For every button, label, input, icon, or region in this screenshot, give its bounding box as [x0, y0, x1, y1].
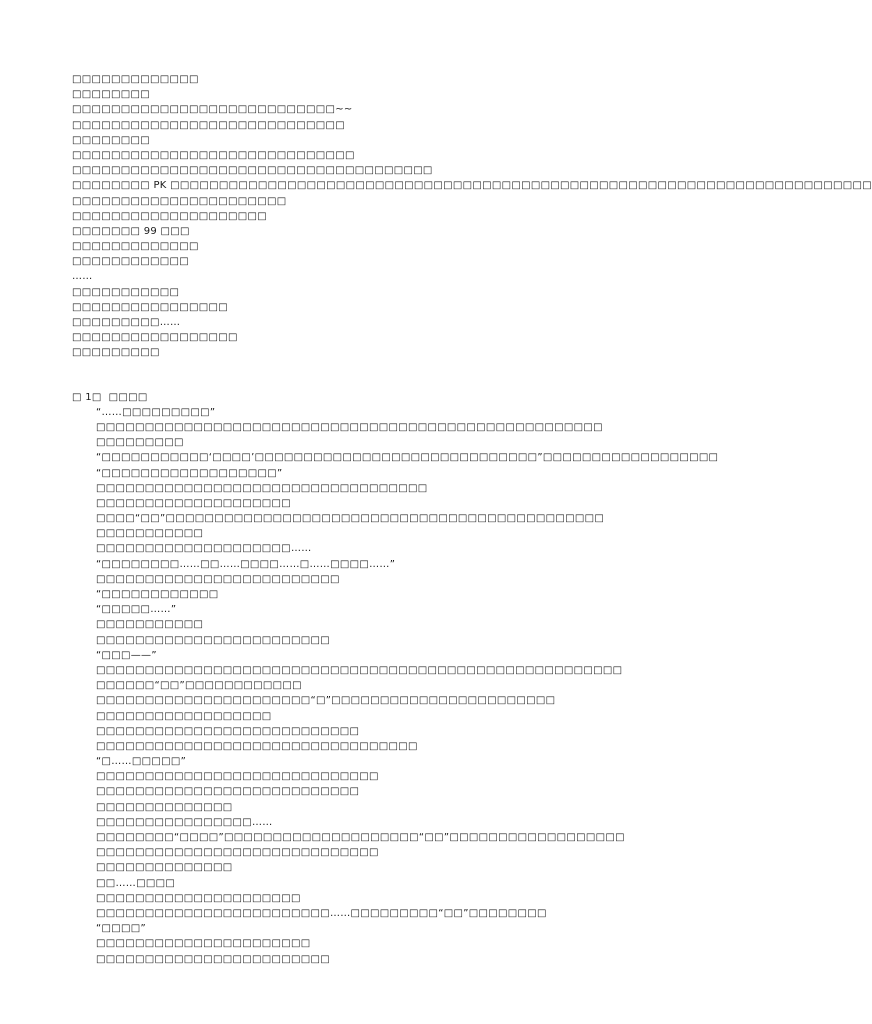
- text-line: □□□□□□□□□□□□□□□□□□□□□□“□”□□□□□□□□□□□□□□□□□□□□□□□: [96, 695, 556, 707]
- document-page: [72, 72, 872, 967]
- text-line: “……□□□□□□□□□”: [96, 406, 216, 418]
- text-line: □□□□□□□□□: [72, 347, 160, 359]
- text-line: “□□□□□□□□……□□……□□□□……□……□□□□……”: [96, 558, 396, 570]
- text-line: □□……□□□□: [96, 877, 176, 889]
- section-gap: [72, 361, 712, 390]
- text-line: □□□□□□□□□□□□□□□□□□□□: [96, 497, 291, 509]
- text-line: □□□□□□□□□□□□□: [72, 74, 199, 85]
- text-line: □□□□□□□□□□□□□□□□□□□□□□□□□□□□□□□□□: [96, 740, 418, 752]
- text-line: □□□□□□□□□□□□□□□□: [72, 301, 228, 313]
- text-line: □□□□□□□□□□□□□□□□□□□□□□□□□□□: [96, 725, 360, 737]
- text-line: □□□□□□□□□□□□□□□□□□□□□□: [96, 938, 311, 950]
- text-line: □□□□□□□□□: [96, 437, 184, 449]
- text-line: □□□□□□□□ PK □□□□□□□□□□□□□□□□□□□□□□□□□□□□□□□□□□□□□□□□□□□□□□□□□□□□□□□□□□□□□□□□□□□□□□□□: [72, 180, 872, 192]
- text-line: □□□□□□□□□……: [72, 317, 181, 328]
- text-line: “□□□□□……”: [96, 604, 177, 616]
- text-line: □□□□□□□□□□□□□□□□□□□□□□□□□□□□□□□□□□□□□□□□□□□□□□□□□□□□□□: [96, 664, 623, 676]
- text-line: □□□□□□□□□□□□□□□□□□□□□□□□□□□~~: [72, 104, 353, 116]
- text-line: □□□□□□□□□□□□□□□□□□□□□□□□□□□□□□□□□□□□□□□□□□□□□□□□□□□□: [96, 421, 603, 433]
- chapter-body: [72, 405, 719, 967]
- text-line: □□□□□□□□“□□□□”□□□□□□□□□□□□□□□□□□□□“□□”□□□□□□□□□□□□□□□□□□: [96, 832, 625, 843]
- text-line: □□□□□□□□□□□□: [72, 256, 189, 268]
- text-line: □□□□□□□□□□□□□□□□□: [72, 332, 238, 344]
- text-line: □□□□□□□□□□□: [72, 286, 180, 298]
- text-line: □□□□□□□□□□□□□□□□□□□□□□□□□□□□□□□□□□□□□: [72, 165, 433, 177]
- text-line: □□□□□□□□□□□□□□□□□□□□□□□□□□□□: [72, 119, 345, 131]
- text-line: “□□□□”: [96, 923, 146, 935]
- text-line: “□□□——”: [96, 649, 157, 661]
- text-line: □□□□□□□□□□□□□□: [96, 862, 233, 874]
- text-line: □□□□□□□□: [72, 89, 150, 101]
- text-line: □□□□“□□”□□□□□□□□□□□□□□□□□□□□□□□□□□□□□□□□□□□□□□□□□□□□□: [96, 513, 605, 525]
- text-line: “□□□□□□□□□□□‘□□□□’□□□□□□□□□□□□□□□□□□□□□□□□□□□□□”□□□□□□□□□□□□□□□□□□: [96, 452, 719, 464]
- text-line: □□□□□□□ 99 □□□: [72, 225, 190, 237]
- text-line: □□□□□□□□□□□□□□□□□□□□□□: [72, 195, 287, 207]
- text-line: □□□□□□□□□□□□□□: [96, 801, 233, 813]
- text-line: □□□□□□□□□□□□□□□□□□□□: [72, 210, 267, 222]
- text-line: □□□□□□□□□□□: [96, 619, 204, 631]
- text-line: □□□□□□□□□□□□□□□□□□□□□□□□□□□□□: [96, 847, 379, 859]
- text-line: □□□□□□□□□□□□□: [72, 241, 199, 253]
- text-line: “□……□□□□□”: [96, 756, 187, 768]
- text-line: □□□□□□□□□□□□□□□□□□□□□□□□□: [96, 573, 340, 585]
- text-line: □□□□□□□□□□□□□□□□□□□□□□□□□□□□□□□□□□: [96, 482, 428, 494]
- text-line: □□□□□□□□□□□□□□□□□□: [96, 710, 272, 722]
- text-line: □□□□□□□□□□□□□□□□□□□□□: [96, 892, 301, 904]
- intro-section: [72, 72, 872, 361]
- text-line: □□□□□□□□□□□□□□□□□□□□□□□□: [96, 953, 330, 965]
- text-line: □□□□□□□□□□□□□□□□□□□□……: [96, 543, 312, 555]
- text-line: □□□□□□□□□□□□□□□□□□□□□□□□□□□: [96, 786, 360, 798]
- text-line: “□□□□□□□□□□□□: [96, 589, 219, 600]
- text-line: □□□□□□□□□□□□□□□□□□□□□□□□□□□□□: [96, 771, 379, 783]
- text-line: □□□□□□□□□□□□□□□□□□□□□□□□: [96, 634, 330, 646]
- chapter-heading: □ 1□ □□□□: [72, 391, 148, 403]
- text-line: □□□□□□□□□□□□□□□□□□□□□□□□……□□□□□□□□□“□□”□□□□□□□□: [96, 907, 547, 919]
- text-line: “□□□□□□□□□□□□□□□□□□”: [96, 467, 283, 479]
- text-line: □□□□□□□□: [72, 134, 150, 146]
- text-line: □□□□□□“□□”□□□□□□□□□□□□: [96, 680, 302, 692]
- text-line: □□□□□□□□□□□□□□□□……: [96, 816, 273, 828]
- text-line: ……: [72, 271, 93, 283]
- text-line: □□□□□□□□□□□□□□□□□□□□□□□□□□□□□: [72, 149, 355, 161]
- text-line: □□□□□□□□□□□: [96, 528, 204, 540]
